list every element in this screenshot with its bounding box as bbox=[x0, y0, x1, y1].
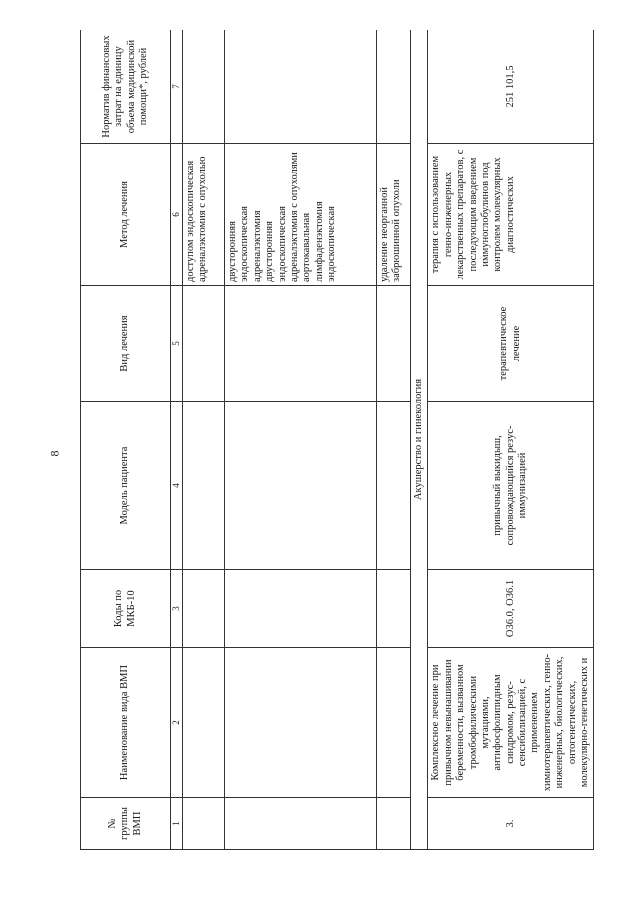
page-number: 8 bbox=[47, 450, 62, 457]
patient-model-cell: привычный выкидыш, сопровождающийся резус-иммунизацией bbox=[428, 402, 594, 570]
header-cost-norm: Норматив финансовых затрат на единицу объема медицинской помощи*, рублей bbox=[81, 30, 171, 144]
table-row bbox=[377, 30, 411, 850]
column-number-row bbox=[171, 30, 183, 850]
col-number: 7 bbox=[171, 30, 183, 144]
vmp-name-cell: Комплексное лечение при привычном невынашивании беременности, вызванном тромбофилическими мутациями, антифосфолипидным синдромом, резус-сенсибилизацией, с применением химиотерапевтических, генно-инженерных, биологических, онтогенетических, молекулярно-генетических и bbox=[428, 648, 594, 798]
col-number: 1 bbox=[171, 798, 183, 850]
header-group-number: № группы ВМП bbox=[81, 798, 171, 850]
treatment-method-cell: терапия с использованием генно-инженерных лекарственных препаратов, с последующим введением иммуноглобулинов под контролем молекулярных диагностических bbox=[428, 144, 594, 286]
table-row bbox=[183, 30, 225, 850]
cost-cell: 251 101,5 bbox=[428, 30, 594, 144]
col-number: 5 bbox=[171, 286, 183, 402]
header-treatment-method: Метод лечения bbox=[81, 144, 171, 286]
vmp-table-container bbox=[80, 30, 640, 850]
method-cell: удаление неорганной забрюшинной опухоли bbox=[377, 144, 411, 286]
header-icd-codes: Коды по МКБ-10 bbox=[81, 570, 171, 648]
header-treatment-type: Вид лечения bbox=[81, 286, 171, 402]
col-number: 4 bbox=[171, 402, 183, 570]
header-vmp-name: Наименование вида ВМП bbox=[81, 648, 171, 798]
table-row bbox=[428, 30, 594, 850]
col-number: 6 bbox=[171, 144, 183, 286]
col-number: 3 bbox=[171, 570, 183, 648]
rotated-page bbox=[80, 30, 640, 850]
vmp-table bbox=[80, 30, 594, 850]
header-patient-model: Модель пациента bbox=[81, 402, 171, 570]
method-cell: двусторонняя эндоскопическая адреналэктомия двусторонняя эндоскопическая адреналэктомия с опухолями аортокавальная лимфаденэктомия эндоскопическая bbox=[225, 144, 377, 286]
section-row bbox=[411, 30, 428, 850]
col-number: 2 bbox=[171, 648, 183, 798]
method-cell: доступом эндоскопическая адреналэктомия с опухолью bbox=[183, 144, 225, 286]
table-row bbox=[225, 30, 377, 850]
treatment-type-cell: терапевтическое лечение bbox=[428, 286, 594, 402]
section-title: Акушерство и гинекология bbox=[411, 30, 428, 850]
group-number-cell: 3. bbox=[428, 798, 594, 850]
icd-codes-cell: O36.0, O36.1 bbox=[428, 570, 594, 648]
header-row bbox=[81, 30, 171, 850]
